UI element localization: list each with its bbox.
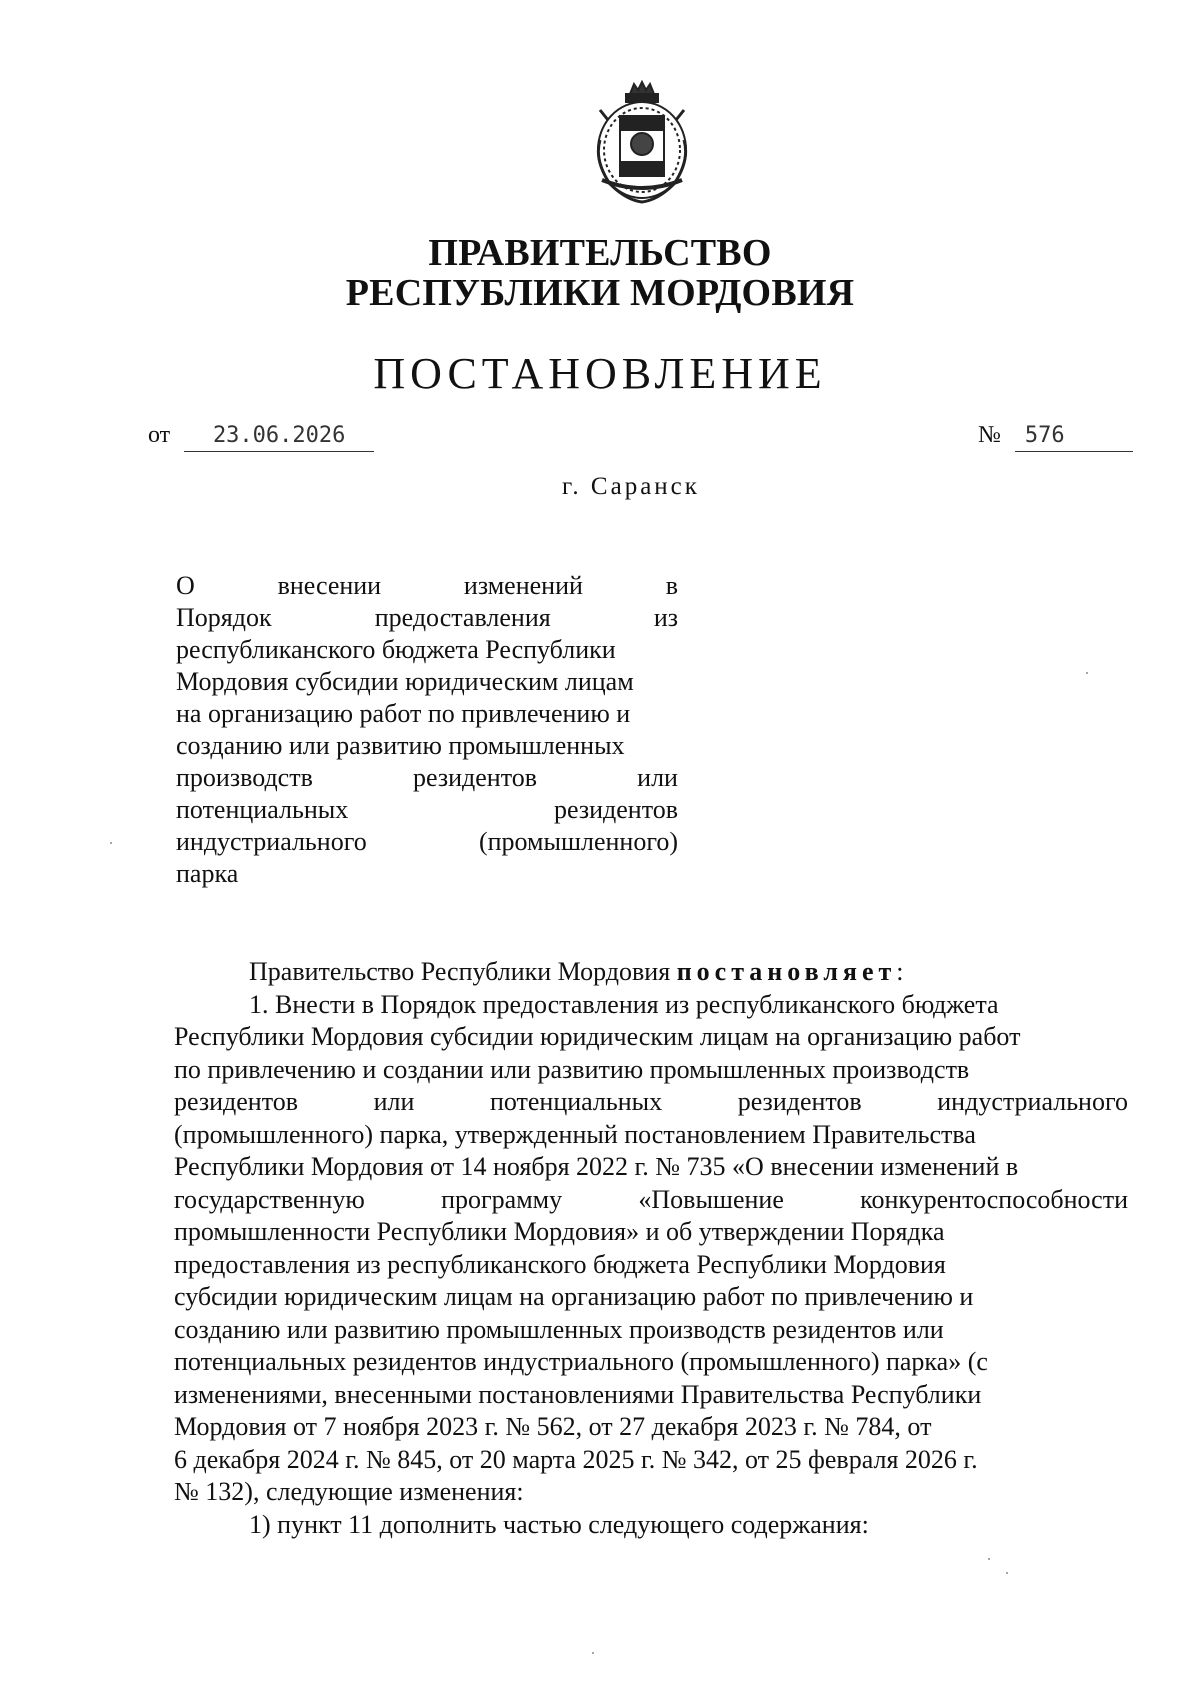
body-fragment: субсидии юридическим лицам на организацию работ по привлечению и xyxy=(174,1282,974,1311)
number-prefix: № xyxy=(978,422,1001,448)
title-fragment: предоставления xyxy=(374,603,551,632)
body-fragment: Республики Мордовия от 14 ноября 2022 г. № 735 «О внесении изменений в xyxy=(174,1152,1019,1181)
body-line xyxy=(174,1379,1128,1412)
title-line xyxy=(176,634,678,666)
body-line xyxy=(174,1346,1128,1379)
title-fragment: потенциальных xyxy=(176,795,349,824)
organization-name-line-2: РЕСПУБЛИКИ МОРДОВИЯ xyxy=(345,272,855,314)
title-fragment: производств xyxy=(176,763,313,792)
body-line xyxy=(174,1281,1128,1314)
document-number: 576 xyxy=(1015,421,1133,452)
scan-speck xyxy=(988,1558,990,1560)
item-1: 1) пункт 11 дополнить частью следующего содержания: xyxy=(249,1509,869,1539)
body-fragment: резидентов xyxy=(737,1087,862,1116)
body-fragment: изменениями, внесенными постановлениями Правительства Республики xyxy=(174,1379,982,1409)
scan-speck xyxy=(1086,672,1088,674)
body-fragment: потенциальных xyxy=(489,1087,663,1116)
body-line xyxy=(174,1151,1128,1184)
body-fragment: № 132), следующие изменения: xyxy=(174,1477,524,1506)
title-line xyxy=(176,698,678,730)
date-prefix: от xyxy=(148,422,171,448)
body-line xyxy=(174,1086,1128,1119)
title-fragment: из xyxy=(653,603,678,632)
title-line xyxy=(176,762,678,794)
title-fragment: индустриального xyxy=(176,827,367,856)
document-title xyxy=(176,570,678,890)
title-fragment: (промышленного) xyxy=(478,827,678,856)
coat-of-arms-emblem xyxy=(586,80,698,204)
title-line xyxy=(176,826,678,858)
body-fragment: государственную xyxy=(174,1184,365,1214)
title-fragment: на организацию работ по привлечению и xyxy=(176,699,631,728)
body-line xyxy=(174,1184,1128,1217)
body-fragment: потенциальных резидентов индустриального (промышленного) парка» (с xyxy=(174,1347,988,1376)
body-fragment: Республики Мордовия субсидии юридическим лицам на организацию работ xyxy=(174,1022,1021,1051)
body-fragment: Мордовия от 7 ноября 2023 г. № 562, от 27 декабря 2023 г. № 784, от xyxy=(174,1412,932,1441)
title-fragment: или xyxy=(637,763,678,792)
title-fragment: республиканского бюджета Республики xyxy=(176,635,616,664)
body-line xyxy=(174,1119,1128,1152)
preamble xyxy=(174,956,1128,989)
title-fragment: Мордовия субсидии юридическим лицам xyxy=(176,667,634,696)
body-fragment: «Повышение xyxy=(638,1184,784,1214)
body-fragment: или xyxy=(373,1087,415,1116)
body-fragment: 1. Внести в Порядок предоставления из республиканского бюджета xyxy=(249,989,999,1019)
city: г. Саранск xyxy=(562,473,700,500)
title-fragment: созданию или развитию промышленных xyxy=(176,731,625,760)
body-line xyxy=(174,1476,1128,1509)
title-line xyxy=(176,602,678,634)
body-fragment: (промышленного) парка, утвержденный постановлением Правительства xyxy=(174,1119,976,1149)
body-fragment: резидентов xyxy=(174,1087,299,1116)
title-fragment: О xyxy=(176,571,195,600)
title-fragment: парка xyxy=(176,859,239,888)
body-line xyxy=(174,1249,1128,1282)
body-line xyxy=(174,1054,1128,1087)
body-line xyxy=(174,1021,1128,1054)
title-line xyxy=(176,858,678,890)
title-fragment: резидентов xyxy=(553,795,678,824)
number-row xyxy=(978,420,1133,452)
body-line xyxy=(174,1411,1128,1444)
document-body xyxy=(174,956,1128,1541)
body-line xyxy=(174,989,1128,1022)
body-fragment: промышленности Республики Мордовия» и об утверждении Порядка xyxy=(174,1217,945,1246)
body-line xyxy=(174,1314,1128,1347)
title-fragment: Порядок xyxy=(176,603,272,632)
title-fragment: в xyxy=(665,571,678,600)
title-fragment: внесении xyxy=(277,571,382,600)
title-line xyxy=(176,730,678,762)
preamble-start: Правительство Республики Мордовия xyxy=(249,957,677,986)
body-fragment: индустриального xyxy=(937,1087,1128,1116)
preamble-emphasis: постановляет xyxy=(676,957,897,986)
body-fragment: конкурентоспособности xyxy=(860,1184,1128,1214)
body-fragment: 6 декабря 2024 г. № 845, от 20 марта 2025 г. № 342, от 25 февраля 2026 г. xyxy=(174,1444,978,1474)
preamble-end: : xyxy=(896,957,904,986)
body-fragment: программу xyxy=(441,1184,563,1214)
body-fragment: предоставления из республиканского бюджета Республики Мордовия xyxy=(174,1249,946,1279)
body-fragment: по привлечению и создании или развитию промышленных производств xyxy=(174,1054,970,1084)
organization-name-line-1: ПРАВИТЕЛЬСТВО xyxy=(428,232,772,274)
body-line xyxy=(174,1216,1128,1249)
body-fragment: созданию или развитию промышленных производств резидентов или xyxy=(174,1314,944,1344)
scan-speck xyxy=(110,842,112,844)
document-date: 23.06.2026 xyxy=(184,421,374,452)
date-row xyxy=(148,420,374,452)
title-fragment: резидентов xyxy=(413,763,538,792)
scan-speck xyxy=(592,1652,594,1654)
document-type: ПОСТАНОВЛЕНИЕ xyxy=(373,349,827,398)
body-line xyxy=(174,1444,1128,1477)
title-line xyxy=(176,570,678,602)
title-line xyxy=(176,666,678,698)
scan-speck xyxy=(1006,1572,1008,1574)
title-fragment: изменений xyxy=(463,571,583,600)
title-line xyxy=(176,794,678,826)
